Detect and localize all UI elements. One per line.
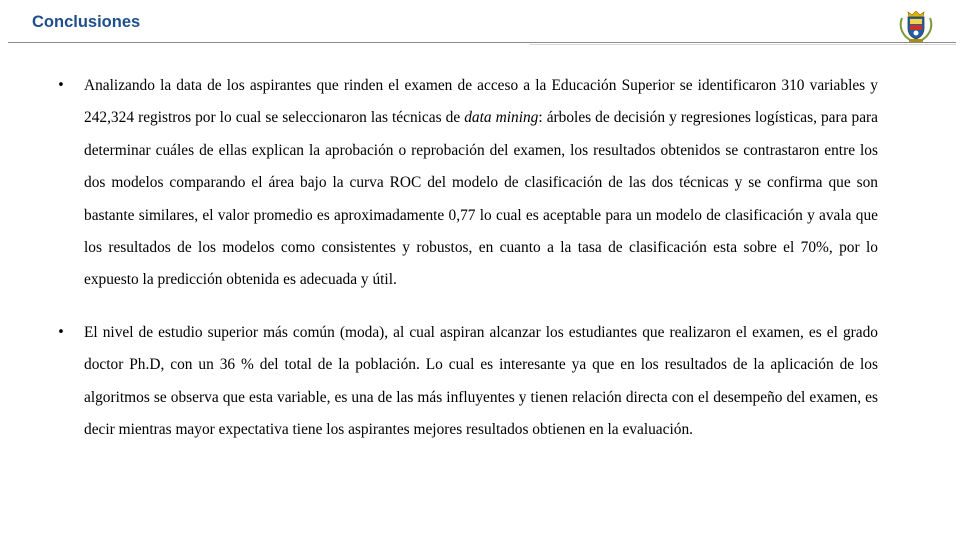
page-title: Conclusiones [32,13,141,31]
title-divider [8,42,956,43]
bullet-text-segment: El nivel de estudio superior más común (moda), al cual aspiran alcanzar los estudiantes que realizaron el examen, es el grado doctor Ph.D, con un 36 % del total de la población. Lo cual es interesante ya que en los resultados de la aplicación de los algoritmos se observa que esta variable, es una de las más influyentes y tienen relación directa con el desempeño del examen, es decir mientras mayor expectativa tiene los aspirantes mejores resultados obtienen en la evaluación. [84,323,878,439]
list-item [56,317,878,447]
bullet-text-italic: data mining [464,109,539,127]
bullet-text [84,317,878,447]
bullet-text-segment: Analizando la data de los aspirantes que rinden el examen de acceso a la Educación Superior se identificaron 310 variables y 242,324 registros por lo cual se seleccionaron las técnicas de [84,77,878,127]
bullet-dot-icon: • [57,78,65,93]
list-item [56,70,878,297]
bullet-dot-icon: • [57,324,65,340]
conclusions-list [56,70,878,446]
title-divider-shadow [530,44,956,45]
bullet-text [84,70,878,297]
university-crest-icon [896,4,936,44]
bullet-text-segment: : árboles de decisión y regresiones logísticas, para para determinar cuáles de ellas explican la aprobación o reprobación del examen, los resultados obtenidos se contrastaron entre los dos modelos comparando el área bajo la curva ROC del modelo de clasificación de las dos técnicas y se confirma que son bastante similares, el valor promedio es aproximadamente 0,77 lo cual es aceptable para un modelo de clasificación y avala que los resultados de los modelos como consistentes y robustos, en cuanto a la tasa de clasificación esta sobre el 70%, por lo expuesto la predicción obtenida es adecuada y útil. [84,109,878,289]
